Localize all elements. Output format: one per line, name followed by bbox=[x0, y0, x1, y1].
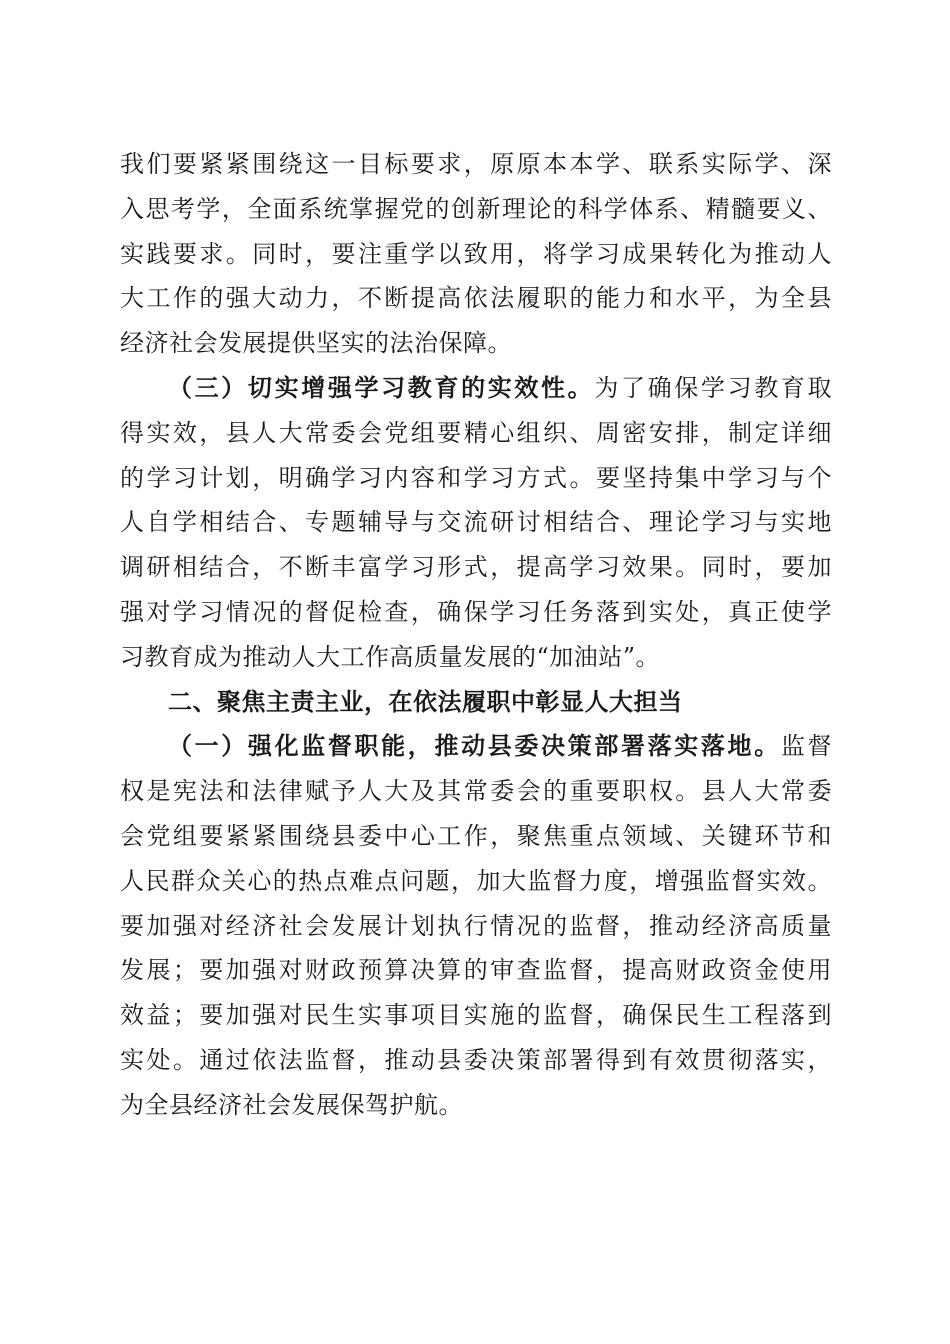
paragraph-3-line-8: 实处。通过依法监督，推动县委决策部署得到有效贯彻落实， bbox=[120, 1045, 832, 1074]
paragraph-2-line-3: 的学习计划，明确学习内容和学习方式。要坚持集中学习与个 bbox=[120, 463, 832, 492]
paragraph-2-line-7: 习教育成为推动人大工作高质量发展的“加油站”。 bbox=[120, 642, 661, 671]
paragraph-1-line-3: 实践要求。同时，要注重学以致用，将学习成果转化为推动人 bbox=[120, 239, 832, 268]
paragraph-3-line-4: 人民群众关心的热点难点问题，加大监督力度，增强监督实效。 bbox=[120, 866, 832, 895]
paragraph-3-line-7: 效益；要加强对民生实事项目实施的监督，确保民生工程落到 bbox=[120, 1001, 832, 1030]
paragraph-1-line-2: 入思考学，全面系统掌握党的创新理论的科学体系、精髓要义、 bbox=[120, 194, 832, 223]
paragraph-3-line-9: 为全县经济社会发展保驾护航。 bbox=[120, 1090, 463, 1119]
paragraph-1-line-1: 我们要紧紧围绕这一目标要求，原原本本学、联系实际学、深 bbox=[120, 150, 832, 178]
paragraph-2-line-6: 强对学习情况的督促检查，确保学习任务落到实处，真正使学 bbox=[120, 597, 832, 626]
paragraph-1-line-4: 大工作的强大动力，不断提高依法履职的能力和水平，为全县 bbox=[120, 284, 832, 313]
paragraph-2-line-4: 人自学相结合、专题辅导与交流研讨相结合、理论学习与实地 bbox=[120, 508, 832, 537]
paragraph-2-line-1-rest: 为了确保学习教育取 bbox=[594, 373, 833, 402]
paragraph-1-line-5: 经济社会发展提供坚实的法治保障。 bbox=[120, 329, 512, 358]
paragraph-3-line-5: 要加强对经济社会发展计划执行情况的监督，推动经济高质量 bbox=[120, 911, 832, 940]
paragraph-3-line-6: 发展；要加强对财政预算决算的审查监督，提高财政资金使用 bbox=[120, 956, 832, 985]
paragraph-3-line-3: 会党组要紧紧围绕县委中心工作，聚焦重点领域、关键环节和 bbox=[120, 821, 832, 850]
paragraph-3-line-1 bbox=[120, 724, 832, 769]
subsection-3-heading: （三）切实增强学习教育的实效性。 bbox=[168, 373, 595, 402]
paragraph-2-line-2: 得实效，县人大常委会党组要精心组织、周密安排，制定详细 bbox=[120, 418, 832, 447]
subsection-1-heading: （一）强化监督职能，推动县委决策部署落实落地。 bbox=[168, 732, 781, 761]
section-2-heading: 二、聚焦主责主业，在依法履职中彰显人大担当 bbox=[168, 687, 683, 716]
paragraph-2-line-1 bbox=[120, 366, 832, 411]
paragraph-2-line-5: 调研相结合，不断丰富学习形式，提高学习效果。同时，要加 bbox=[120, 553, 832, 582]
paragraph-3-line-1-rest: 监督 bbox=[780, 732, 833, 761]
paragraph-3-line-2: 权是宪法和法律赋予人大及其常委会的重要职权。县人大常委 bbox=[120, 777, 832, 806]
document-body bbox=[120, 142, 832, 1128]
